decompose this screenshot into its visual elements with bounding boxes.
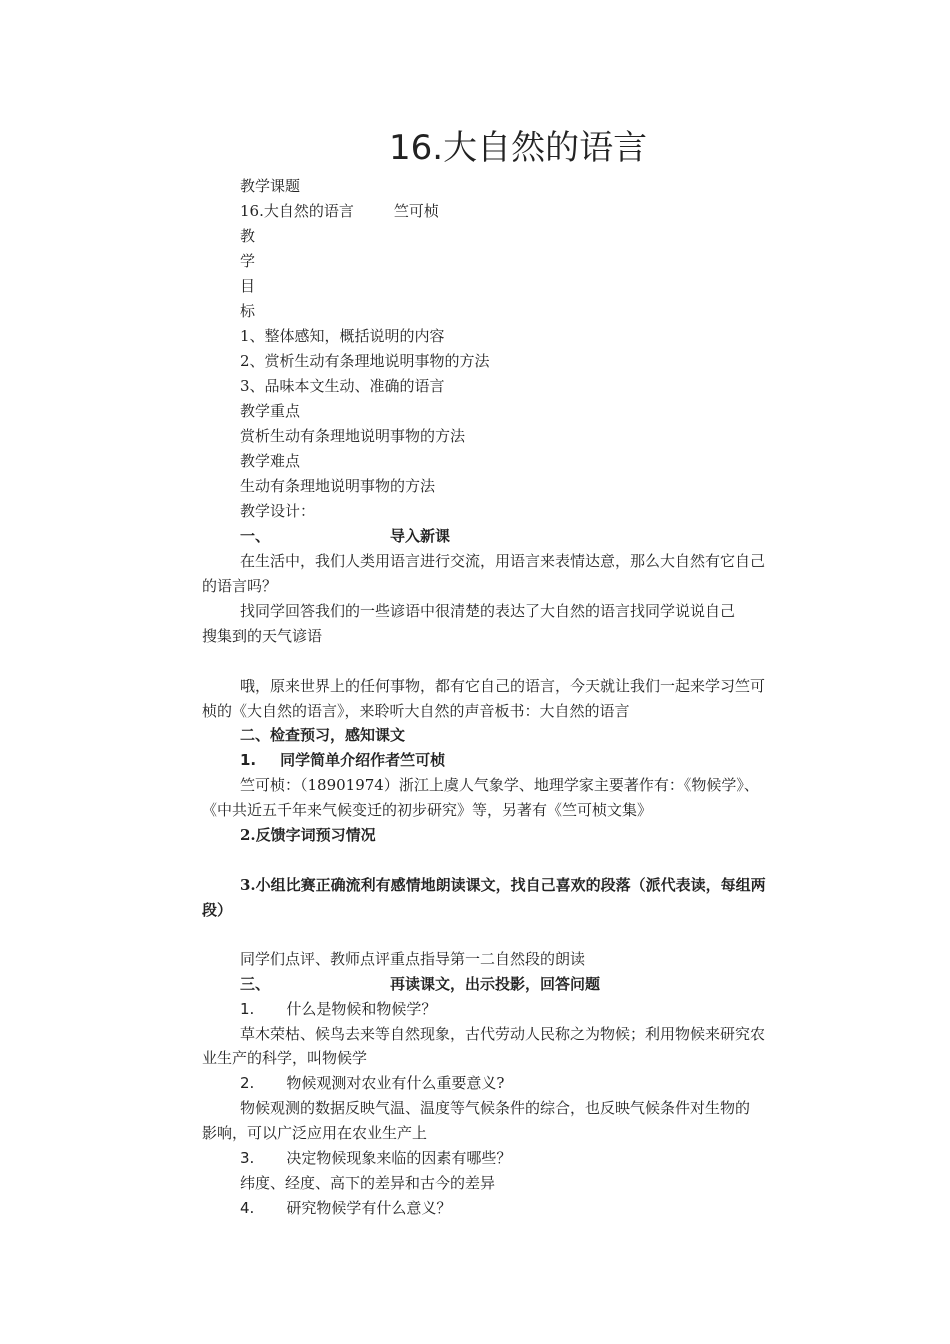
- item-text: 同学简单介绍作者竺可桢: [280, 751, 446, 769]
- question-line: [240, 1146, 511, 1170]
- difficulty-label: 教学难点: [240, 452, 301, 470]
- list-item-heading: 2.反馈字词预习情况: [240, 826, 376, 844]
- section-number: 三、: [240, 975, 271, 993]
- focus-label: 教学重点: [240, 402, 301, 420]
- focus-text: 赏析生动有条理地说明事物的方法: [240, 427, 466, 445]
- question-number: 1.: [240, 1000, 255, 1018]
- goal-item: 3、品味本文生动、准确的语言: [240, 377, 445, 395]
- goal-char: 教: [240, 227, 256, 245]
- paragraph-line: 竺可桢：（18901974）浙江上虞人气象学、地理学家主要著作有：《物候学》、: [240, 776, 759, 794]
- answer-line: 业生产的科学，叫物候学: [202, 1049, 368, 1067]
- page-title: 16.大自然的语言: [389, 128, 648, 168]
- goal-item: 2、赏析生动有条理地说明事物的方法: [240, 352, 490, 370]
- goal-char: 学: [240, 252, 256, 270]
- goal-char: 目: [240, 277, 256, 295]
- question-text: 什么是物候和物候学？: [286, 1000, 437, 1018]
- difficulty-text: 生动有条理地说明事物的方法: [240, 477, 436, 495]
- section-number: 一、: [240, 527, 271, 545]
- question-line: [240, 997, 436, 1021]
- section-title: 再读课文，出示投影，回答问题: [390, 975, 601, 993]
- list-item-heading: 3.小组比赛正确流利有感情地朗读课文，找自己喜欢的段落（派代表读，每组两: [240, 876, 766, 894]
- paragraph-line: 同学们点评、教师点评重点指导第一二自然段的朗读: [240, 950, 586, 968]
- paragraph-line: 《中共近五千年来气候变迁的初步研究》等，另著有《竺可桢文集》: [202, 801, 653, 819]
- answer-line: 纬度、经度、高下的差异和古今的差异: [240, 1174, 496, 1192]
- answer-line: 影响，可以广泛应用在农业生产上: [202, 1124, 428, 1142]
- section-heading: [240, 524, 450, 548]
- list-item-heading: 段）: [202, 901, 233, 919]
- question-text: 研究物候学有什么意义？: [286, 1199, 452, 1217]
- paragraph-line: 桢的《大自然的语言》，来聆听大自然的声音板书：大自然的语言: [202, 702, 630, 720]
- section-title: 导入新课: [390, 527, 451, 545]
- course-title: 16.大自然的语言: [240, 202, 354, 220]
- answer-line: 草木荣枯、候鸟去来等自然现象，古代劳动人民称之为物候；利用物候来研究农: [240, 1025, 766, 1043]
- course-label: 教学课题: [240, 177, 301, 195]
- course-author: 竺可桢: [393, 202, 439, 220]
- goal-char: 标: [240, 302, 256, 320]
- question-number: 3.: [240, 1149, 255, 1167]
- paragraph-line: 的语言吗？: [202, 577, 278, 595]
- section-heading: [240, 972, 600, 996]
- question-number: 4.: [240, 1199, 255, 1217]
- answer-line: 物候观测的数据反映气温、温度等气候条件的综合，也反映气候条件对生物的: [240, 1099, 751, 1117]
- item-number: 1.: [240, 751, 257, 769]
- paragraph-line: 搜集到的天气谚语: [202, 627, 323, 645]
- question-line: [240, 1196, 451, 1220]
- course-title-row: [240, 199, 439, 223]
- goal-item: 1、整体感知，概括说明的内容: [240, 327, 445, 345]
- paragraph-line: 哦，原来世界上的任何事物，都有它自己的语言，今天就让我们一起来学习竺可: [240, 677, 766, 695]
- section-heading: 二、检查预习，感知课文: [240, 726, 406, 744]
- design-label: 教学设计：: [240, 502, 316, 520]
- paragraph-line: 在生活中，我们人类用语言进行交流，用语言来表情达意，那么大自然有它自己: [240, 552, 766, 570]
- paragraph-line: 找同学回答我们的一些谚语中很清楚的表达了大自然的语言找同学说说自己: [240, 602, 736, 620]
- question-number: 2.: [240, 1074, 255, 1092]
- question-text: 决定物候现象来临的因素有哪些？: [286, 1149, 512, 1167]
- question-text: 物候观测对农业有什么重要意义?: [286, 1074, 505, 1092]
- list-item-heading: [240, 748, 445, 772]
- question-line: [240, 1071, 504, 1095]
